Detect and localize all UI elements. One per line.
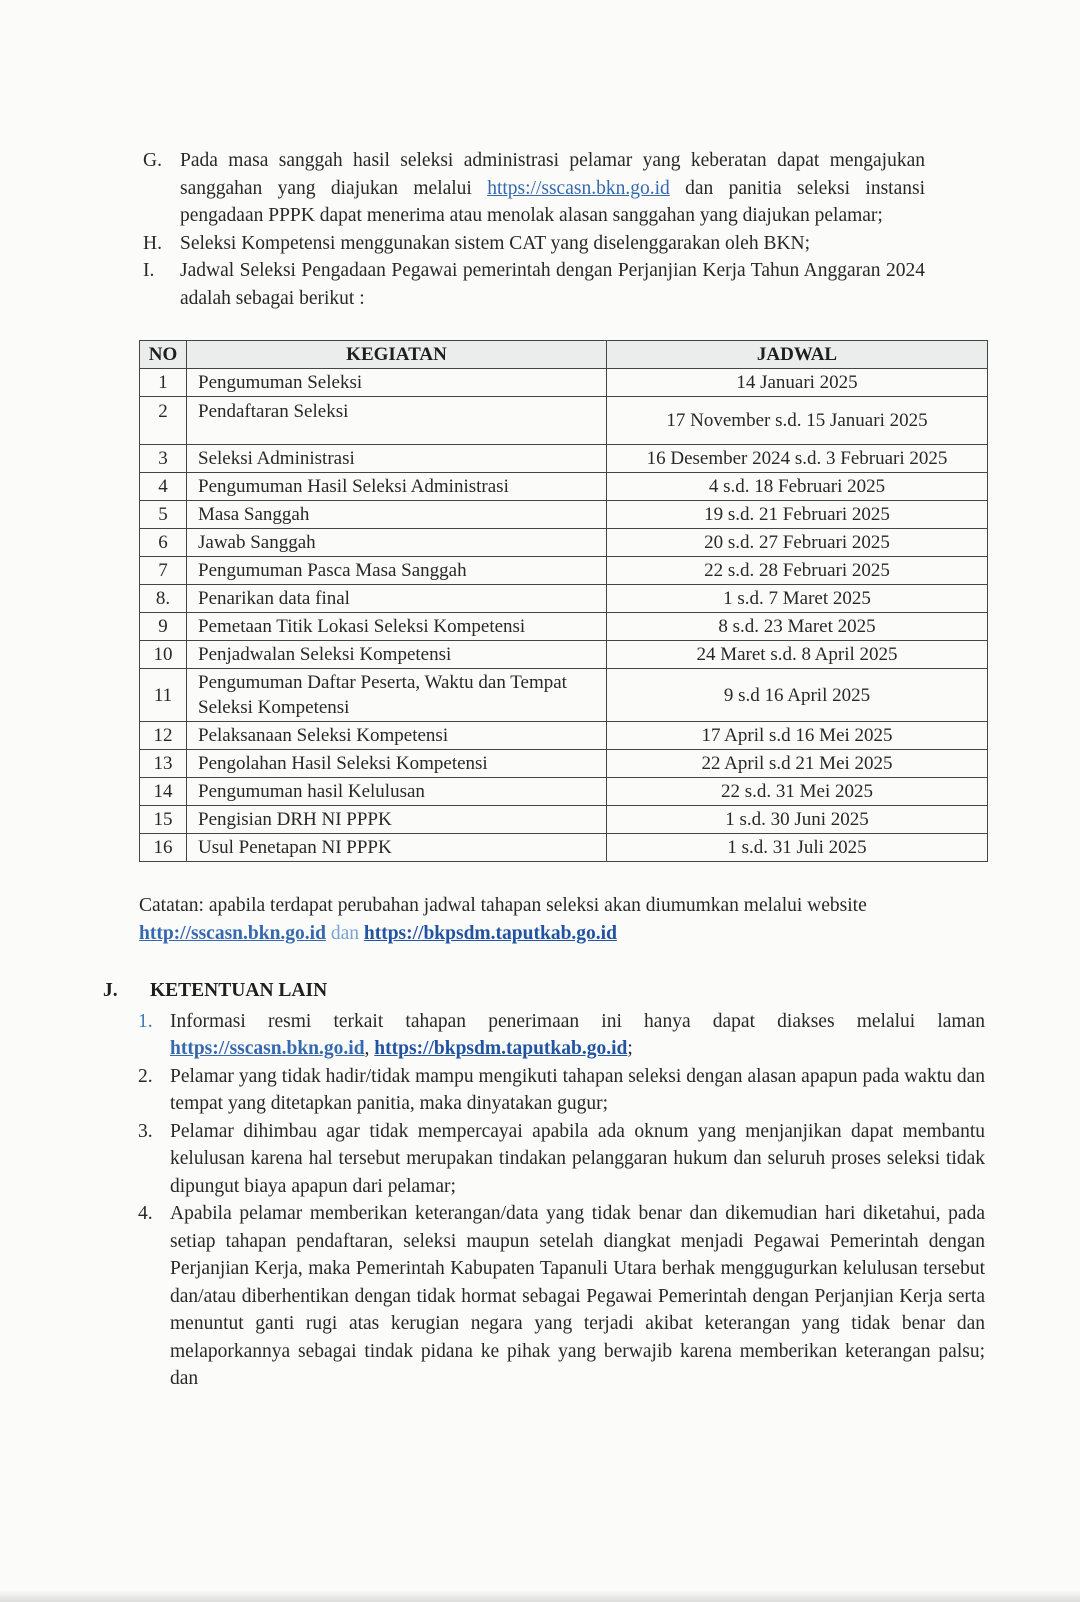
table-row [140, 641, 988, 669]
catatan-text: Catatan: apabila terdapat perubahan jadwal tahapan seleksi akan diumumkan melalui website [139, 895, 867, 916]
row-jadwal-cell: 20 s.d. 27 Februari 2025 [607, 529, 988, 557]
table-row [140, 585, 988, 613]
ketentuan-item-2 [138, 1063, 985, 1118]
row-kegiatan-cell: Pelaksanaan Seleksi Kompetensi [187, 722, 607, 750]
section-j-letter: J. [103, 980, 118, 1001]
row-no-cell: 13 [140, 750, 187, 778]
row-kegiatan-cell: Pengisian DRH NI PPPK [187, 806, 607, 834]
item-4-number: 4. [138, 1203, 153, 1224]
table-row [140, 834, 988, 862]
row-no-cell: 8. [140, 585, 187, 613]
row-no-cell: 7 [140, 557, 187, 585]
table-row [140, 445, 988, 473]
row-jadwal-cell: 19 s.d. 21 Februari 2025 [607, 501, 988, 529]
section-ketentuan-lain [0, 977, 1080, 1393]
item-g-text-before: Pada masa sanggah hasil seleksi administrasi pelamar yang keberatan dapat mengajukan sanggahan yang diajukan melalui [180, 150, 925, 199]
table-row [140, 669, 988, 722]
item-1-text-before: Informasi resmi terkait tahapan penerimaan ini hanya dapat diakses melalui laman [170, 1010, 985, 1032]
schedule-table [139, 340, 988, 862]
sscasn-link-g[interactable]: https://sscasn.bkn.go.id [487, 177, 670, 199]
item-g-text [180, 147, 925, 230]
row-no-cell: 9 [140, 613, 187, 641]
row-kegiatan-cell: Masa Sanggah [187, 501, 607, 529]
section-j-heading [103, 977, 1080, 1005]
table-row [140, 501, 988, 529]
row-jadwal-cell: 1 s.d. 30 Juni 2025 [607, 806, 988, 834]
item-1-text-after: ; [627, 1038, 633, 1059]
table-row [140, 369, 988, 397]
row-no-cell: 6 [140, 529, 187, 557]
schedule-table-body [140, 369, 988, 862]
catatan-dan-text: dan [325, 923, 364, 944]
row-no-cell: 12 [140, 722, 187, 750]
catatan-bkpsdm-link[interactable]: https://bkpsdm.taputkab.go.id [363, 923, 617, 944]
lettered-list [143, 147, 925, 312]
row-kegiatan-cell: Penjadwalan Seleksi Kompetensi [187, 641, 607, 669]
list-item-g [143, 147, 925, 230]
ketentuan-item-4 [138, 1200, 985, 1393]
header-no: NO [140, 341, 187, 369]
row-jadwal-cell: 14 Januari 2025 [607, 369, 988, 397]
row-kegiatan-cell: Usul Penetapan NI PPPK [187, 834, 607, 862]
row-jadwal-cell: 22 s.d. 31 Mei 2025 [607, 778, 988, 806]
item-3-number: 3. [138, 1120, 153, 1142]
list-item-h [143, 230, 925, 258]
row-jadwal-cell: 22 April s.d 21 Mei 2025 [607, 750, 988, 778]
row-kegiatan-cell: Pengumuman Hasil Seleksi Administrasi [187, 473, 607, 501]
item-g-text-after: dan panitia seleksi instansi pengadaan PPPK dapat menerima atau menolak alasan sanggahan yang diajukan pelamar; [180, 177, 925, 226]
table-row [140, 397, 988, 445]
item-i-text: Jadwal Seleksi Pengadaan Pegawai pemerintah dengan Perjanjian Kerja Tahun Anggaran 2024 adalah sebagai berikut : [180, 260, 925, 309]
item-1-bkpsdm-link[interactable]: https://bkpsdm.taputkab.go.id [374, 1038, 628, 1059]
table-row [140, 473, 988, 501]
row-no-cell: 16 [140, 834, 187, 862]
item-h-letter: H. [143, 232, 162, 254]
table-row [140, 722, 988, 750]
item-h-text: Seleksi Kompetensi menggunakan sistem CAT yang diselenggarakan oleh BKN; [180, 232, 811, 254]
catatan-note [139, 892, 941, 948]
row-no-cell: 3 [140, 445, 187, 473]
item-3-text: Pelamar dihimbau agar tidak mempercayai apabila ada oknum yang menjanjikan dapat membantu kelulusan karena hal tersebut merupakan tindakan pelanggaran hukum dan seluruh proses seleksi tidak dipungut biaya apapun dari pelamar; [170, 1120, 985, 1197]
item-2-text: Pelamar yang tidak hadir/tidak mampu mengikuti tahapan seleksi dengan alasan apapun pada waktu dan tempat yang ditetapkan panitia, maka dinyatakan gugur; [170, 1065, 985, 1114]
row-kegiatan-cell: Pendaftaran Seleksi [187, 397, 607, 445]
table-row [140, 613, 988, 641]
row-jadwal-cell: 4 s.d. 18 Februari 2025 [607, 473, 988, 501]
row-no-cell: 14 [140, 778, 187, 806]
row-kegiatan-cell: Penarikan data final [187, 585, 607, 613]
row-kegiatan-cell: Pengumuman Pasca Masa Sanggah [187, 557, 607, 585]
row-jadwal-cell: 9 s.d 16 April 2025 [607, 669, 988, 722]
row-kegiatan-cell: Pengumuman Daftar Peserta, Waktu dan Tempat Seleksi Kompetensi [187, 669, 607, 722]
row-kegiatan-cell: Pengumuman Seleksi [187, 369, 607, 397]
row-no-cell: 10 [140, 641, 187, 669]
row-jadwal-cell: 1 s.d. 31 Juli 2025 [607, 834, 988, 862]
row-no-cell: 15 [140, 806, 187, 834]
row-no-cell: 5 [140, 501, 187, 529]
item-g-letter: G. [143, 150, 162, 171]
row-kegiatan-cell: Pengumuman hasil Kelulusan [187, 778, 607, 806]
row-kegiatan-cell: Pemetaan Titik Lokasi Seleksi Kompetensi [187, 613, 607, 641]
table-row [140, 750, 988, 778]
row-kegiatan-cell: Jawab Sanggah [187, 529, 607, 557]
table-row [140, 778, 988, 806]
item-1-number: 1. [138, 1010, 153, 1032]
item-1-text [170, 1008, 985, 1063]
item-1-sscasn-link[interactable]: https://sscasn.bkn.go.id [170, 1038, 365, 1059]
row-no-cell: 11 [140, 669, 187, 722]
item-i-letter: I. [143, 260, 155, 281]
row-jadwal-cell: 8 s.d. 23 Maret 2025 [607, 613, 988, 641]
item-2-number: 2. [138, 1065, 153, 1087]
table-row [140, 557, 988, 585]
row-kegiatan-cell: Seleksi Administrasi [187, 445, 607, 473]
header-jadwal: JADWAL [607, 341, 988, 369]
item-1-separator: , [364, 1038, 375, 1059]
item-4-text: Apabila pelamar memberikan keterangan/data yang tidak benar dan dikemudian hari diketahui, pada setiap tahapan pendaftaran, seleksi maupun setelah diangkat menjadi Pegawai Pemerintah dengan Perjanjian Kerja, maka Pemerintah Kabupaten Tapanuli Utara berhak menggugurkan kelulusan tersebut dan/atau diberhentikan dengan tidak hormat sebagai Pegawai Pemerintah dengan Perjanjian Kerja serta menuntut ganti rugi atas kerugian negara yang terjadi akibat keterangan yang tidak benar dan melaporkannya sebagai tindak pidana ke pihak yang berwajib karena memberikan keterangan palsu; dan [170, 1203, 985, 1389]
header-kegiatan: KEGIATAN [187, 341, 607, 369]
row-jadwal-cell: 22 s.d. 28 Februari 2025 [607, 557, 988, 585]
ketentuan-item-3 [138, 1118, 985, 1201]
row-jadwal-cell: 24 Maret s.d. 8 April 2025 [607, 641, 988, 669]
row-no-cell: 1 [140, 369, 187, 397]
row-no-cell: 2 [140, 397, 187, 445]
ketentuan-items [138, 1008, 985, 1393]
row-no-cell: 4 [140, 473, 187, 501]
table-row [140, 806, 988, 834]
table-header-row [140, 341, 988, 369]
ketentuan-item-1 [138, 1008, 985, 1063]
row-jadwal-cell: 17 April s.d 16 Mei 2025 [607, 722, 988, 750]
section-j-title: KETENTUAN LAIN [150, 980, 328, 1001]
row-jadwal-cell: 1 s.d. 7 Maret 2025 [607, 585, 988, 613]
row-jadwal-cell: 17 November s.d. 15 Januari 2025 [607, 397, 988, 445]
catatan-sscasn-link[interactable]: http://sscasn.bkn.go.id [139, 923, 326, 944]
table-row [140, 529, 988, 557]
list-item-i [143, 257, 925, 312]
row-jadwal-cell: 16 Desember 2024 s.d. 3 Februari 2025 [607, 445, 988, 473]
row-kegiatan-cell: Pengolahan Hasil Seleksi Kompetensi [187, 750, 607, 778]
